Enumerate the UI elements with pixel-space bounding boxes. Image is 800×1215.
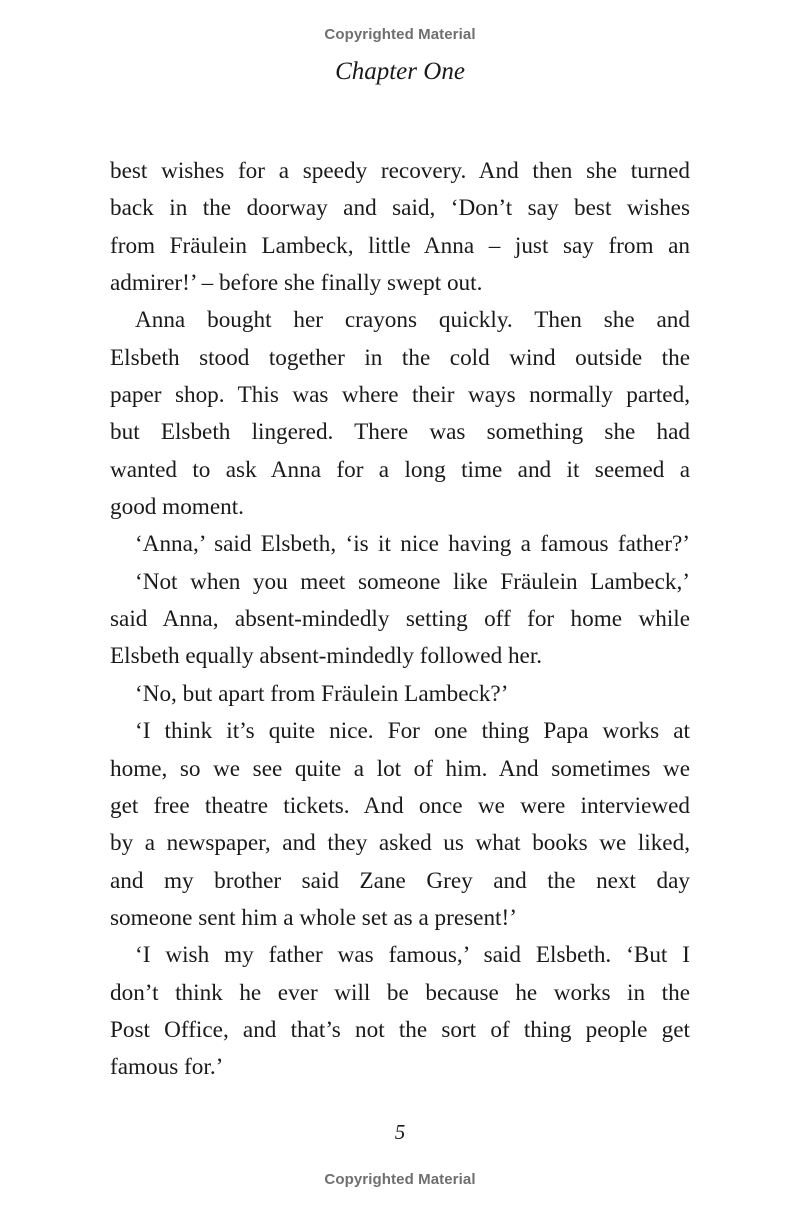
text-line: Elsbeth equally absent-mindedly followed her. (110, 643, 543, 670)
paragraph (110, 153, 690, 302)
paragraph (110, 937, 690, 1086)
page-number: 5 (394, 1120, 406, 1144)
text-line: back in the doorway and said, ‘Don’t say best wishes (110, 195, 690, 222)
text-line: good moment. (110, 494, 244, 521)
text-line: from Fräulein Lambeck, little Anna – just say from an (110, 232, 690, 259)
copyright-watermark-top: Copyrighted Material (324, 26, 476, 43)
text-line: home, so we see quite a lot of him. And sometimes we (110, 755, 690, 782)
paragraph (110, 676, 690, 713)
text-line: Anna bought her crayons quickly. Then she and (135, 307, 690, 334)
body-text (110, 153, 690, 1087)
text-line: ‘Anna,’ said Elsbeth, ‘is it nice having a famous father?’ (135, 531, 690, 558)
text-line: by a newspaper, and they asked us what books we liked, (110, 830, 690, 857)
text-line: paper shop. This was where their ways normally parted, (110, 382, 690, 409)
text-line: get free theatre tickets. And once we were interviewed (110, 792, 690, 819)
text-line: but Elsbeth lingered. There was something she had (110, 419, 690, 446)
paragraph (110, 302, 690, 526)
text-line: ‘Not when you meet someone like Fräulein Lambeck,’ (135, 568, 690, 595)
text-line: ‘No, but apart from Fräulein Lambeck?’ (135, 680, 509, 707)
text-line: famous for.’ (110, 1054, 224, 1081)
text-line: Elsbeth stood together in the cold wind outside the (110, 344, 690, 371)
paragraph (110, 713, 690, 937)
text-line: and my brother said Zane Grey and the next day (110, 867, 690, 894)
text-line: wanted to ask Anna for a long time and it seemed a (110, 456, 690, 483)
text-line: ‘I wish my father was famous,’ said Elsbeth. ‘But I (135, 942, 690, 969)
text-line: don’t think he ever will be because he works in the (110, 979, 690, 1006)
text-line: Post Office, and that’s not the sort of thing people get (110, 1016, 690, 1043)
text-line: said Anna, absent-mindedly setting off for home while (110, 606, 690, 633)
text-line: best wishes for a speedy recovery. And then she turned (110, 158, 690, 184)
text-line: someone sent him a whole set as a present!’ (110, 904, 517, 931)
running-head-chapter-title: Chapter One (335, 58, 465, 85)
paragraph (110, 564, 690, 676)
paragraph (110, 526, 690, 563)
copyright-watermark-bottom: Copyrighted Material (324, 1171, 476, 1188)
text-line: admirer!’ – before she finally swept out. (110, 270, 483, 297)
text-line: ‘I think it’s quite nice. For one thing Papa works at (135, 718, 690, 745)
